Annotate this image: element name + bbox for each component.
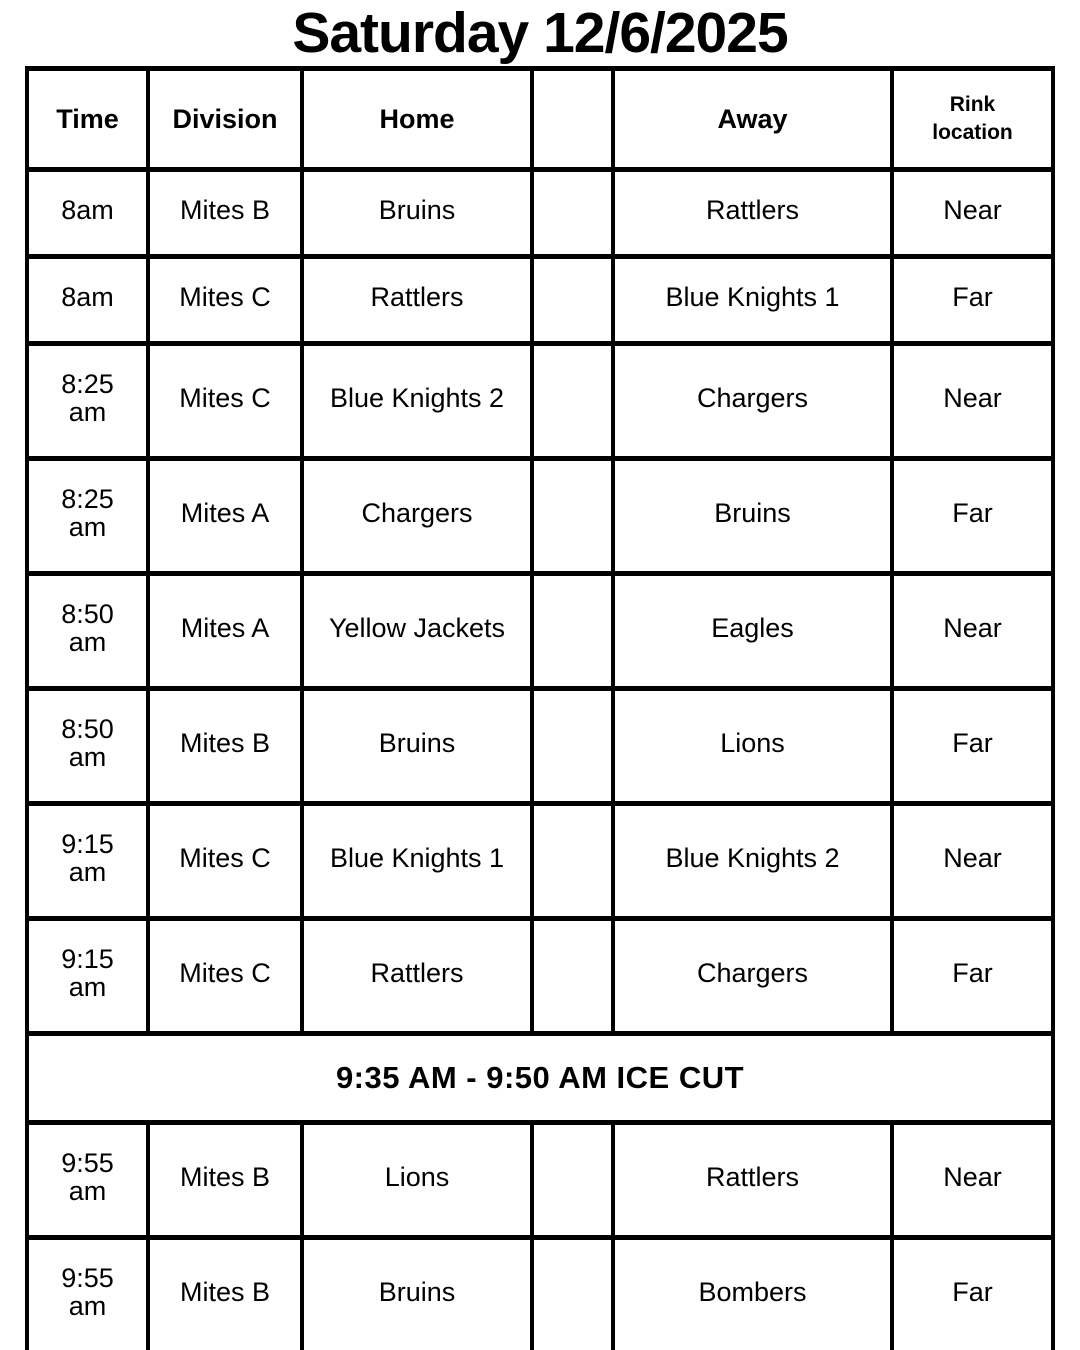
score-cell bbox=[532, 919, 613, 1034]
away-team-cell: Blue Knights 1 bbox=[613, 257, 892, 344]
home-team-cell: Blue Knights 2 bbox=[302, 344, 532, 459]
home-team-cell: Rattlers bbox=[302, 919, 532, 1034]
table-row bbox=[27, 344, 1053, 459]
table-row bbox=[27, 459, 1053, 574]
home-team-cell: Yellow Jackets bbox=[302, 574, 532, 689]
table-row bbox=[27, 689, 1053, 804]
away-team-cell: Bombers bbox=[613, 1238, 892, 1350]
rink-location-cell: Far bbox=[892, 257, 1053, 344]
score-cell bbox=[532, 804, 613, 919]
table-row bbox=[27, 257, 1053, 344]
score-cell bbox=[532, 257, 613, 344]
division-cell: Mites B bbox=[148, 689, 302, 804]
division-cell: Mites C bbox=[148, 257, 302, 344]
rink-location-cell: Near bbox=[892, 1123, 1053, 1238]
table-row bbox=[27, 1123, 1053, 1238]
column-header-spacer bbox=[532, 69, 613, 170]
time-cell: 8:50 am bbox=[27, 689, 148, 804]
score-cell bbox=[532, 689, 613, 804]
rink-location-cell: Near bbox=[892, 804, 1053, 919]
table-row bbox=[27, 1238, 1053, 1350]
rink-location-cell: Near bbox=[892, 170, 1053, 257]
score-cell bbox=[532, 1238, 613, 1350]
away-team-cell: Eagles bbox=[613, 574, 892, 689]
time-cell: 8:25 am bbox=[27, 459, 148, 574]
score-cell bbox=[532, 574, 613, 689]
division-cell: Mites C bbox=[148, 344, 302, 459]
division-cell: Mites A bbox=[148, 574, 302, 689]
column-header-away: Away bbox=[613, 69, 892, 170]
away-team-cell: Chargers bbox=[613, 919, 892, 1034]
time-cell: 8am bbox=[27, 257, 148, 344]
table-row bbox=[27, 919, 1053, 1034]
home-team-cell: Lions bbox=[302, 1123, 532, 1238]
schedule-page bbox=[0, 2, 1080, 1350]
rink-location-cell: Near bbox=[892, 574, 1053, 689]
time-cell: 9:55 am bbox=[27, 1123, 148, 1238]
away-team-cell: Lions bbox=[613, 689, 892, 804]
page-title: Saturday 12/6/2025 bbox=[292, 1, 788, 65]
division-cell: Mites B bbox=[148, 1238, 302, 1350]
ice-cut-label: 9:35 AM - 9:50 AM ICE CUT bbox=[27, 1034, 1053, 1123]
division-cell: Mites B bbox=[148, 1123, 302, 1238]
time-cell: 8am bbox=[27, 170, 148, 257]
away-team-cell: Rattlers bbox=[613, 1123, 892, 1238]
away-team-cell: Chargers bbox=[613, 344, 892, 459]
score-cell bbox=[532, 459, 613, 574]
home-team-cell: Bruins bbox=[302, 1238, 532, 1350]
rink-location-cell: Far bbox=[892, 689, 1053, 804]
table-row bbox=[27, 170, 1053, 257]
rink-location-cell: Near bbox=[892, 344, 1053, 459]
table-row bbox=[27, 804, 1053, 919]
away-team-cell: Blue Knights 2 bbox=[613, 804, 892, 919]
time-cell: 8:25 am bbox=[27, 344, 148, 459]
home-team-cell: Bruins bbox=[302, 170, 532, 257]
time-cell: 8:50 am bbox=[27, 574, 148, 689]
score-cell bbox=[532, 1123, 613, 1238]
score-cell bbox=[532, 170, 613, 257]
home-team-cell: Chargers bbox=[302, 459, 532, 574]
home-team-cell: Rattlers bbox=[302, 257, 532, 344]
division-cell: Mites C bbox=[148, 804, 302, 919]
column-header-division: Division bbox=[148, 69, 302, 170]
schedule-table bbox=[25, 66, 1055, 1350]
division-cell: Mites C bbox=[148, 919, 302, 1034]
away-team-cell: Bruins bbox=[613, 459, 892, 574]
time-cell: 9:15 am bbox=[27, 919, 148, 1034]
time-cell: 9:15 am bbox=[27, 804, 148, 919]
rink-location-cell: Far bbox=[892, 459, 1053, 574]
ice-cut-row bbox=[27, 1034, 1053, 1123]
division-cell: Mites A bbox=[148, 459, 302, 574]
score-cell bbox=[532, 344, 613, 459]
away-team-cell: Rattlers bbox=[613, 170, 892, 257]
home-team-cell: Blue Knights 1 bbox=[302, 804, 532, 919]
time-cell: 9:55 am bbox=[27, 1238, 148, 1350]
column-header-time: Time bbox=[27, 69, 148, 170]
column-header-rink-location: Rink location bbox=[892, 69, 1053, 170]
schedule-body bbox=[27, 170, 1053, 1350]
division-cell: Mites B bbox=[148, 170, 302, 257]
rink-location-cell: Far bbox=[892, 919, 1053, 1034]
rink-location-cell: Far bbox=[892, 1238, 1053, 1350]
column-header-home: Home bbox=[302, 69, 532, 170]
table-row bbox=[27, 574, 1053, 689]
header-row bbox=[27, 69, 1053, 170]
home-team-cell: Bruins bbox=[302, 689, 532, 804]
